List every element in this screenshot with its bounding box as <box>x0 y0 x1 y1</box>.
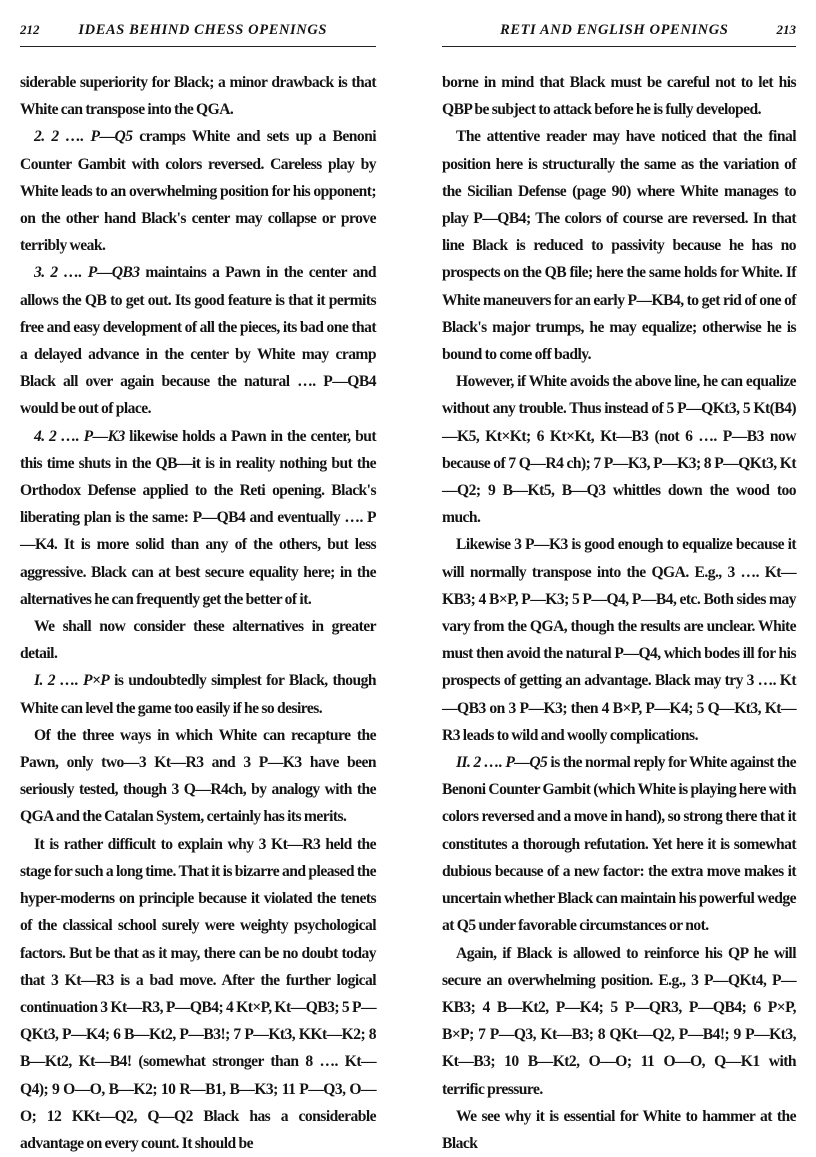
paragraph-text: Again, if Black is allowed to reinforce his QP he will secure an overwhelming position. E.g., 3 P—QKt4, P—KB3; 4 B—Kt2, P—K4; 5 P—QR3, P—QB4; 6 P×P, B×P; 7 P—Q3, Kt—B3; 8 QKt—Q2, P—B4!; 9 P—Kt3, Kt—B3; 10 B—Kt2, O—O; 11 O—O, Q—K1 with terrific pressure. <box>442 944 796 1098</box>
paragraph-text: We see why it is essential for White to hammer at the Black <box>442 1107 796 1152</box>
variation-lead: 4. 2 …. P—K3 <box>34 427 125 445</box>
right-running-title: RETI AND ENGLISH OPENINGS <box>500 22 729 38</box>
paragraph <box>20 667 376 721</box>
paragraph <box>442 749 796 939</box>
left-page <box>20 22 376 1157</box>
right-running-head <box>442 22 796 47</box>
paragraph-text: We shall now consider these alternatives in greater detail. <box>20 618 376 663</box>
paragraph <box>442 940 796 1103</box>
paragraph <box>20 123 376 259</box>
variation-lead: II. 2 …. P—Q5 <box>456 754 548 772</box>
paragraph-text: likewise holds a Pawn in the center, but this time shuts in the QB—it is in reality nothing but the Orthodox Defense applied to the Reti opening. Black's liberating plan is the same: P—QB4 and eventually …. P—K4. It is more solid than any of the others, but less aggressive. Black can at best secure equality here; in the alternatives he can frequently get the better of it. <box>20 427 376 608</box>
paragraph-text: maintains a Pawn in the center and allows the QB to get out. Its good feature is that it permits free and easy development of all the pieces, its bad one that a delayed advance in the center by White may cramp Black all over again because the natural …. P—QB4 would be out of place. <box>20 264 376 418</box>
variation-lead: 2. 2 …. P—Q5 <box>34 128 133 146</box>
paragraph <box>20 423 376 613</box>
paragraph-text: is undoubtedly simplest for Black, though White can level the game too easily if he so desires. <box>20 672 376 717</box>
paragraph <box>20 722 376 831</box>
paragraph <box>442 1103 796 1157</box>
paragraph-text: borne in mind that Black must be careful not to let his QBP be subject to attack before he is fully developed. <box>442 74 796 119</box>
variation-lead: 3. 2 …. P—QB3 <box>34 264 140 282</box>
left-page-number: 212 <box>20 22 40 37</box>
paragraph-text: siderable superiority for Black; a minor drawback is that White can transpose into the QGA. <box>20 74 376 119</box>
paragraph-text: However, if White avoids the above line, he can equalize without any trouble. Thus instead of 5 P—QKt3, 5 Kt(B4)—K5, Kt×Kt; 6 Kt×Kt, Kt—B3 (not 6 …. P—B3 now because of 7 Q—R4 ch); 7 P—K3, P—K3; 8 P—QKt3, Kt—Q2; 9 B—Kt5, B—Q3 whittles down the wood too much. <box>442 373 796 527</box>
right-body-text <box>442 69 796 1157</box>
paragraph-text: Likewise 3 P—K3 is good enough to equalize because it will normally transpose into the QGA. E.g., 3 …. Kt—KB3; 4 B×P, P—K3; 5 P—Q4, P—B4, etc. Both sides may vary from the QGA, though the results are unclear. White must then avoid the natural P—Q4, which bodes ill for his prospects of getting an advantage. Black may try 3 …. Kt—QB3 on 3 P—K3; then 4 B×P, P—K4; 5 Q—Kt3, Kt—R3 leads to wild and woolly complications. <box>442 536 796 744</box>
paragraph-text: Of the three ways in which White can recapture the Pawn, only two—3 Kt—R3 and 3 P—K3 have been seriously tested, though 3 Q—R4ch, by analogy with the QGA and the Catalan System, certainly has its merits. <box>20 726 376 826</box>
paragraph <box>20 613 376 667</box>
paragraph <box>20 831 376 1157</box>
paragraph-text: is the normal reply for White against the Benoni Counter Gambit (which White is playing here with colors reversed and a move in hand), so strong there that it constitutes a thorough refutation. Yet here it is somewhat dubious because of a new factor: the extra move makes it uncertain whether Black can maintain his powerful wedge at Q5 under favorable circumstances or not. <box>442 754 796 935</box>
paragraph-text: It is rather difficult to explain why 3 Kt—R3 held the stage for such a long time. That it is bizarre and pleased the hyper-moderns on principle because it violated the tenets of the classical school surely were weighty psychological factors. But be that as it may, there can be no doubt today that 3 Kt—R3 is a bad move. After the further logical continuation 3 Kt—R3, P—QB4; 4 Kt×P, Kt—QB3; 5 P—QKt3, P—K4; 6 B—Kt2, P—B3!; 7 P—Kt3, KKt—K2; 8 B—Kt2, Kt—B4! (somewhat stronger than 8 …. Kt—Q4); 9 O—O, B—K2; 10 R—B1, B—K3; 11 P—Q3, O—O; 12 KKt—Q2, Q—Q2 Black has a considerable advantage on every count. It should be <box>20 835 376 1152</box>
paragraph <box>442 368 796 531</box>
left-running-title: IDEAS BEHIND CHESS OPENINGS <box>78 22 328 38</box>
paragraph <box>442 531 796 749</box>
paragraph <box>20 69 376 123</box>
right-page-number: 213 <box>776 22 796 37</box>
left-running-head <box>20 22 376 47</box>
paragraph <box>442 69 796 123</box>
paragraph <box>20 259 376 422</box>
left-body-text <box>20 69 376 1157</box>
right-page <box>442 22 796 1157</box>
paragraph-text: The attentive reader may have noticed that the final position here is structurally the same as the variation of the Sicilian Defense (page 90) where White manages to play P—QB4; The colors of course are reversed. In that line Black is reduced to passivity because he has no prospects on the QB file; here the same holds for White. If White maneuvers for an early P—KB4, to get rid of one of Black's major trumps, he may equalize; otherwise he is bound to come off badly. <box>442 128 796 364</box>
paragraph <box>442 123 796 368</box>
variation-lead: I. 2 …. P×P <box>34 672 110 690</box>
paragraph-text: cramps White and sets up a Benoni Counter Gambit with colors reversed. Careless play by White leads to an overwhelming position for his opponent; on the other hand Black's center may collapse or prove terribly weak. <box>20 128 376 255</box>
